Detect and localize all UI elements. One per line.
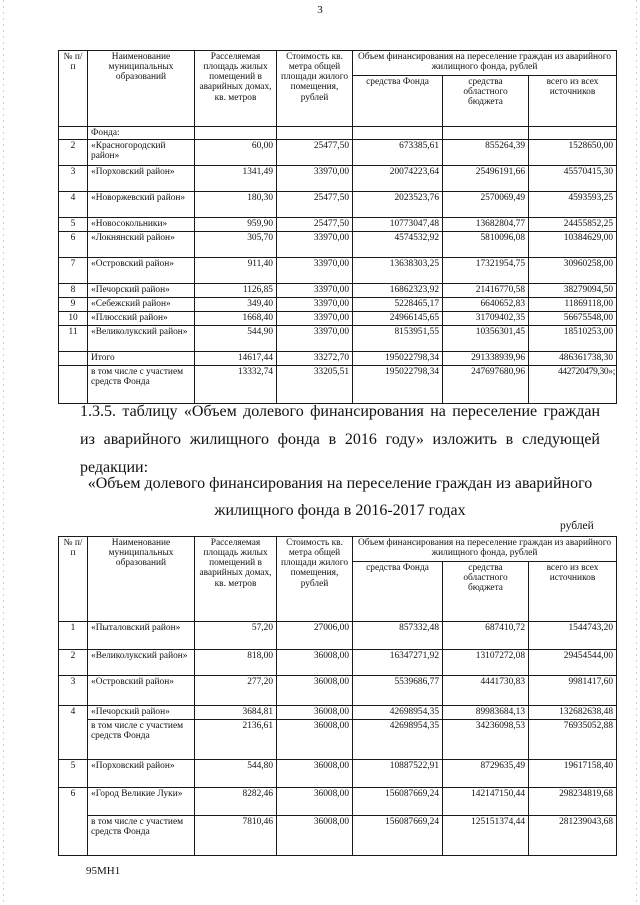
- table-row: [59, 192, 617, 218]
- cell-name: в том числе с участием средств Фонда: [88, 816, 195, 856]
- cell-name: «Великолукский район»: [88, 650, 195, 676]
- cell-regional: 247697680,96: [443, 366, 529, 404]
- header-regional: средства областного бюджета: [443, 562, 529, 622]
- cell-fund: 2023523,76: [353, 192, 443, 218]
- table-row-subtotal: [59, 720, 617, 760]
- cell-area: 959,90: [195, 218, 277, 232]
- cell-name: «Порховский район»: [88, 760, 195, 788]
- table-row: [59, 788, 617, 816]
- cell-num: 3: [59, 166, 88, 192]
- cell-fund: 10887522,91: [353, 760, 443, 788]
- cell-num: 6: [59, 232, 88, 258]
- cell-name: «Печорский район»: [88, 706, 195, 720]
- cell-total: 30960258,00: [529, 258, 617, 284]
- cell-fund: 10773047,48: [353, 218, 443, 232]
- header-name: Наименование муниципальных образований: [88, 51, 195, 127]
- cell-regional: 21416770,58: [443, 284, 529, 298]
- cell-regional: 13107272,08: [443, 650, 529, 676]
- unit-label: рублей: [560, 520, 594, 532]
- cell-area: 1668,40: [195, 312, 277, 326]
- document-code: 95МН1: [86, 865, 121, 877]
- table-row: [59, 127, 617, 140]
- cell-num: 5: [59, 760, 88, 788]
- cell-num: 4: [59, 192, 88, 218]
- cell-name: «Печорский район»: [88, 284, 195, 298]
- cell-num: 5: [59, 218, 88, 232]
- cell-regional: 125151374,44: [443, 816, 529, 856]
- cell-fund: 156087669,24: [353, 788, 443, 816]
- funding-table-1: [58, 50, 617, 404]
- header-total: всего из всех источников: [529, 562, 617, 622]
- cell-regional: 142147150,44: [443, 788, 529, 816]
- cell-total: 18510253,00: [529, 326, 617, 352]
- cell-name: «Пыталовский район»: [88, 622, 195, 650]
- cell-name: «Великолукский район»: [88, 326, 195, 352]
- cell-fund: 42698954,35: [353, 720, 443, 760]
- cell-area: 14617,44: [195, 352, 277, 366]
- cell-total: 76935052,88: [529, 720, 617, 760]
- cell-cost: 33970,00: [277, 298, 353, 312]
- cell-num: 4: [59, 706, 88, 760]
- header-area: Расселяемая площадь жилых помещений в аварийных домах, кв. метров: [195, 537, 277, 622]
- cell-name: «Порховский район»: [88, 166, 195, 192]
- table-row: [59, 650, 617, 676]
- cell-fund: 4574532,92: [353, 232, 443, 258]
- header-name: Наименование муниципальных образований: [88, 537, 195, 622]
- cell-cost: 25477,50: [277, 140, 353, 166]
- cell-regional: 2570069,49: [443, 192, 529, 218]
- cell-area: 8282,46: [195, 788, 277, 816]
- cell-total: 1528650,00: [529, 140, 617, 166]
- cell-regional: 89983684,13: [443, 706, 529, 720]
- table-row: [59, 232, 617, 258]
- header-area: Расселяемая площадь жилых помещений в аварийных домах, кв. метров: [195, 51, 277, 127]
- cell-num: 1: [59, 622, 88, 650]
- header-fund: средства Фонда: [353, 562, 443, 622]
- cell-regional: 10356301,45: [443, 326, 529, 352]
- header-funding: Объем финансирования на переселение граждан из аварийного жилищного фонда, рублей: [353, 537, 617, 562]
- cell-name: «Островский район»: [88, 676, 195, 706]
- cell-total: 9981417,60: [529, 676, 617, 706]
- cell-regional: 687410,72: [443, 622, 529, 650]
- cell-total: 486361738,30: [529, 352, 617, 366]
- cell-cost: 36008,00: [277, 788, 353, 816]
- cell-num: [59, 352, 88, 366]
- cell-cost: 25477,50: [277, 218, 353, 232]
- amendment-paragraph: 1.3.5. таблицу «Объем долевого финансирования на переселение граждан из аварийного жилищного фонда в 2016 году» изложить в следующей редакции:: [80, 403, 600, 476]
- table-row: [59, 218, 617, 232]
- table-row-total: [59, 352, 617, 366]
- cell-total: 38279094,50: [529, 284, 617, 298]
- cell-regional: 5810096,08: [443, 232, 529, 258]
- cell-cost: 33970,00: [277, 258, 353, 284]
- table-row: [59, 622, 617, 650]
- cell-cost: 36008,00: [277, 760, 353, 788]
- header-cost: Стоимость кв. метра общей площади жилого помещения, рублей: [277, 537, 353, 622]
- cell-area: 7810,46: [195, 816, 277, 856]
- header-num: № п/п: [59, 51, 88, 127]
- page-number: 3: [317, 4, 323, 16]
- table-row: [59, 258, 617, 284]
- cell-num: 9: [59, 298, 88, 312]
- cell-area: 911,40: [195, 258, 277, 284]
- cell-name: «Островский район»: [88, 258, 195, 284]
- cell-area: 305,70: [195, 232, 277, 258]
- cell-total: 56675548,00: [529, 312, 617, 326]
- cell-area: 1341,49: [195, 166, 277, 192]
- table-row: [59, 706, 617, 720]
- cell-fund: 8153951,55: [353, 326, 443, 352]
- cell-cost: 33205,51: [277, 366, 353, 404]
- cell-cost: 33970,00: [277, 166, 353, 192]
- cell-regional: 17321954,75: [443, 258, 529, 284]
- cell-regional: 855264,39: [443, 140, 529, 166]
- table-row: [59, 326, 617, 352]
- table2-title: «Объем долевого финансирования на переселение граждан из аварийного жилищного фонда в 2016-2017 годах: [87, 475, 593, 519]
- cell-total: 45570415,30: [529, 166, 617, 192]
- cell-fund: 13638303,25: [353, 258, 443, 284]
- cell-regional: 291338939,96: [443, 352, 529, 366]
- cell-name: «Локнянский район»: [88, 232, 195, 258]
- cell-num: 8: [59, 284, 88, 298]
- cell-num: 2: [59, 140, 88, 166]
- cell-name: «Плюсский район»: [88, 312, 195, 326]
- cell-area: 544,80: [195, 760, 277, 788]
- cell-cost: 36008,00: [277, 720, 353, 760]
- scan-edge-right: [636, 0, 637, 905]
- cell-num: 11: [59, 326, 88, 352]
- cell-name: «Город Великие Луки»: [88, 788, 195, 816]
- cell-area: 2136,61: [195, 720, 277, 760]
- cell-fund: 156087669,24: [353, 816, 443, 856]
- cell-total: 29454544,00: [529, 650, 617, 676]
- cell-cost: 36008,00: [277, 706, 353, 720]
- cell-area: 57,20: [195, 622, 277, 650]
- cell-name: Итого: [88, 352, 195, 366]
- cell-area: 544,90: [195, 326, 277, 352]
- header-fund: средства Фонда: [353, 76, 443, 127]
- cell-name: в том числе с участием средств Фонда: [88, 720, 195, 760]
- cell-regional: 25496191,66: [443, 166, 529, 192]
- table-row: [59, 166, 617, 192]
- cell-fund: 673385,61: [353, 140, 443, 166]
- cell-fund: 16862323,92: [353, 284, 443, 298]
- cell-fund: 857332,48: [353, 622, 443, 650]
- cell-cost: 25477,50: [277, 192, 353, 218]
- cell-area: 13332,74: [195, 366, 277, 404]
- cell-total: 281239043,68: [529, 816, 617, 856]
- cell-total: 19617158,40: [529, 760, 617, 788]
- table-row: [59, 140, 617, 166]
- cell-cost: 33970,00: [277, 326, 353, 352]
- cell-total: 11869118,00: [529, 298, 617, 312]
- cell-fund: 195022798,34: [353, 366, 443, 404]
- continuation-label: Фонда:: [88, 127, 195, 140]
- cell-area: 180,30: [195, 192, 277, 218]
- cell-cost: 33970,00: [277, 232, 353, 258]
- header-funding: Объем финансирования на переселение граждан из аварийного жилищного фонда, рублей: [353, 51, 617, 76]
- funding-table-2: [58, 536, 617, 856]
- cell-total: 4593593,25: [529, 192, 617, 218]
- header-cost: Стоимость кв. метра общей площади жилого помещения, рублей: [277, 51, 353, 127]
- cell-total: 132682638,48: [529, 706, 617, 720]
- cell-num: 2: [59, 650, 88, 676]
- cell-area: 349,40: [195, 298, 277, 312]
- cell-regional: 34236098,53: [443, 720, 529, 760]
- table-row: [59, 676, 617, 706]
- cell-total: 10384629,00: [529, 232, 617, 258]
- table-row: [59, 284, 617, 298]
- cell-name: «Себежский район»: [88, 298, 195, 312]
- header-total: всего из всех источников: [529, 76, 617, 127]
- table-row: [59, 298, 617, 312]
- table-row-subtotal: [59, 816, 617, 856]
- cell-cost: 33272,70: [277, 352, 353, 366]
- cell-cost: 36008,00: [277, 676, 353, 706]
- cell-fund: 24966145,65: [353, 312, 443, 326]
- cell-total: 24455852,25: [529, 218, 617, 232]
- cell-area: 3684,81: [195, 706, 277, 720]
- cell-name: в том числе с участием средств Фонда: [88, 366, 195, 404]
- cell-area: 277,20: [195, 676, 277, 706]
- cell-fund: 20074223,64: [353, 166, 443, 192]
- cell-num: 10: [59, 312, 88, 326]
- cell-total: 298234819,68: [529, 788, 617, 816]
- table-row: [59, 312, 617, 326]
- cell-cost: 33970,00: [277, 284, 353, 298]
- cell-area: 1126,85: [195, 284, 277, 298]
- cell-regional: 8729635,49: [443, 760, 529, 788]
- cell-cost: 27006,00: [277, 622, 353, 650]
- cell-fund: 16347271,92: [353, 650, 443, 676]
- cell-name: «Новоржевский район»: [88, 192, 195, 218]
- cell-fund: 195022798,34: [353, 352, 443, 366]
- cell-num: 6: [59, 788, 88, 856]
- cell-area: 818,00: [195, 650, 277, 676]
- cell-fund: 42698954,35: [353, 706, 443, 720]
- cell-name: «Новосокольники»: [88, 218, 195, 232]
- header-num: № п/п: [59, 537, 88, 622]
- header-regional: средства областного бюджета: [443, 76, 529, 127]
- cell-area: 60,00: [195, 140, 277, 166]
- cell-num: 7: [59, 258, 88, 284]
- cell-regional: 4441730,83: [443, 676, 529, 706]
- cell-cost: 36008,00: [277, 650, 353, 676]
- cell-num: 3: [59, 676, 88, 706]
- cell-fund: 5228465,17: [353, 298, 443, 312]
- cell-regional: 13682804,77: [443, 218, 529, 232]
- cell-name: «Красногородский район»: [88, 140, 195, 166]
- cell-regional: 6640652,83: [443, 298, 529, 312]
- cell-fund: 5539686,77: [353, 676, 443, 706]
- table-row: [59, 760, 617, 788]
- scan-edge-left: [3, 0, 4, 905]
- cell-cost: 36008,00: [277, 816, 353, 856]
- cell-total: 442720479,30»;: [529, 366, 617, 404]
- cell-cost: 33970,00: [277, 312, 353, 326]
- cell-regional: 31709402,35: [443, 312, 529, 326]
- cell-total: 1544743,20: [529, 622, 617, 650]
